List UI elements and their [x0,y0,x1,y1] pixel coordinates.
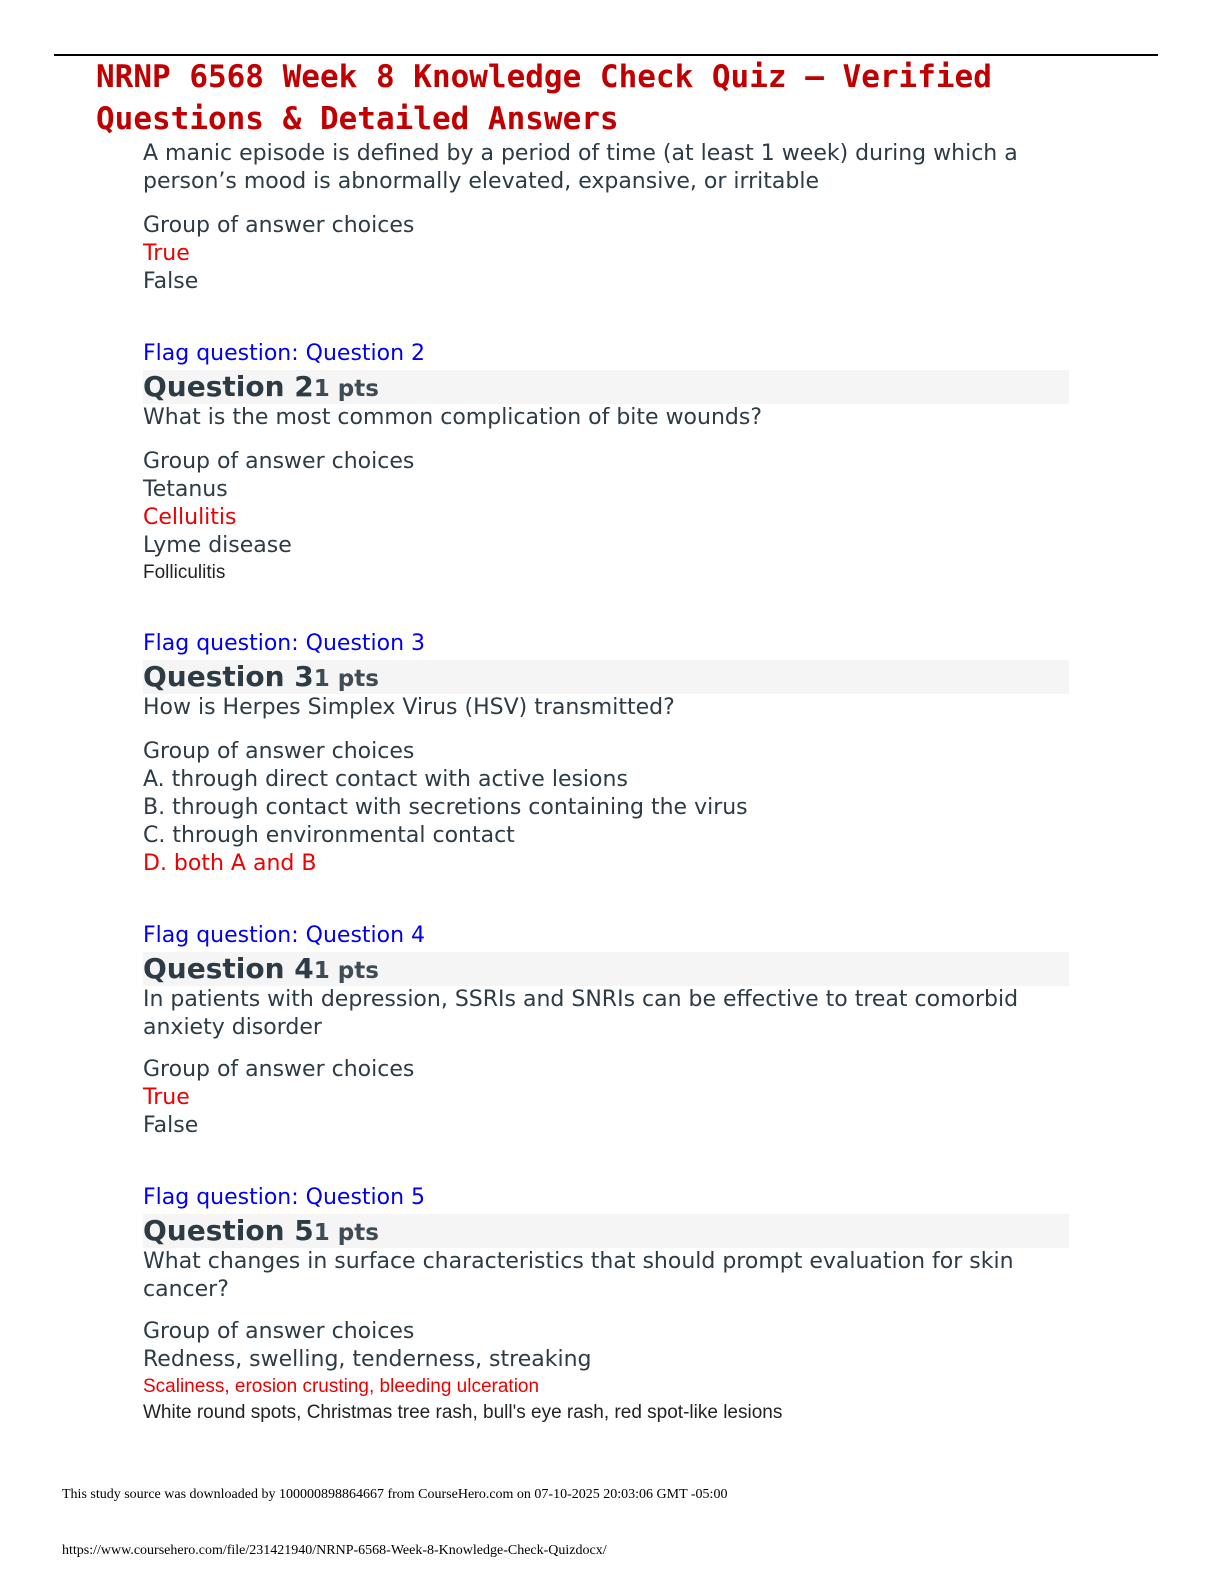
flag-question-link[interactable]: Flag question: Question 5 [143,1185,426,1210]
answer-choice-correct[interactable]: D. both A and B [143,851,317,876]
question-1 [143,140,1069,296]
question-2 [143,340,1069,586]
answer-choice-correct[interactable]: Cellulitis [143,505,237,530]
choices-label: Group of answer choices [143,449,415,474]
answer-choice[interactable]: False [143,269,199,294]
choices-label: Group of answer choices [143,739,415,764]
answer-choice-correct[interactable]: True [143,241,190,266]
question-points: 1 pts [313,1220,379,1246]
choices-label: Group of answer choices [143,213,415,238]
question-header [143,370,1069,404]
flag-question-link[interactable]: Flag question: Question 2 [143,341,426,366]
question-title: Question 3 [143,660,314,693]
source-url[interactable]: https://www.coursehero.com/file/231421940/NRNP-6568-Week-8-Knowledge-Check-Quizdocx/ [62,1543,607,1558]
question-3 [143,630,1069,878]
answer-choice[interactable]: A. through direct contact with active lesions [143,767,628,792]
answer-choice[interactable]: Lyme disease [143,533,292,558]
question-title: Question 2 [143,370,314,403]
question-header [143,952,1069,986]
answer-choice[interactable]: Tetanus [143,477,228,502]
question-text: What changes in surface characteristics that should prompt evaluation for skin cancer? [143,1249,1014,1302]
question-points: 1 pts [313,666,379,692]
flag-question-link[interactable]: Flag question: Question 3 [143,631,426,656]
question-title: Question 4 [143,952,314,985]
question-text: In patients with depression, SSRIs and SNRIs can be effective to treat comorbid anxiety disorder [143,987,1019,1040]
download-source-note: This study source was downloaded by 100000898864667 from CourseHero.com on 07-10-2025 20:03:06 GMT -05:00 [62,1487,728,1502]
question-4 [143,922,1069,1140]
answer-choice-correct[interactable]: Scaliness, erosion crusting, bleeding ulceration [143,1376,540,1397]
answer-choice-correct[interactable]: True [143,1085,190,1110]
flag-question-link[interactable]: Flag question: Question 4 [143,923,426,948]
question-points: 1 pts [313,376,379,402]
answer-choice[interactable]: False [143,1113,199,1138]
question-header [143,660,1069,694]
question-5 [143,1184,1069,1426]
choices-label: Group of answer choices [143,1057,415,1082]
answer-choice[interactable]: Folliculitis [143,562,226,583]
answer-choice[interactable]: C. through environmental contact [143,823,515,848]
question-text: How is Herpes Simplex Virus (HSV) transmitted? [143,695,675,720]
document-title: NRNP 6568 Week 8 Knowledge Check Quiz — Verified Questions & Detailed Answers [96,59,992,137]
answer-choice[interactable]: Redness, swelling, tenderness, streaking [143,1347,592,1372]
answer-choice[interactable]: B. through contact with secretions containing the virus [143,795,748,820]
question-points: 1 pts [313,958,379,984]
question-title: Question 5 [143,1214,314,1247]
question-header [143,1214,1069,1248]
question-text: A manic episode is defined by a period of time (at least 1 week) during which a person’s mood is abnormally elevated, expansive, or irritable [143,141,1018,194]
choices-label: Group of answer choices [143,1319,415,1344]
question-text: What is the most common complication of bite wounds? [143,405,763,430]
quiz-content [143,140,1069,1426]
answer-choice[interactable]: White round spots, Christmas tree rash, bull's eye rash, red spot-like lesions [143,1402,783,1423]
